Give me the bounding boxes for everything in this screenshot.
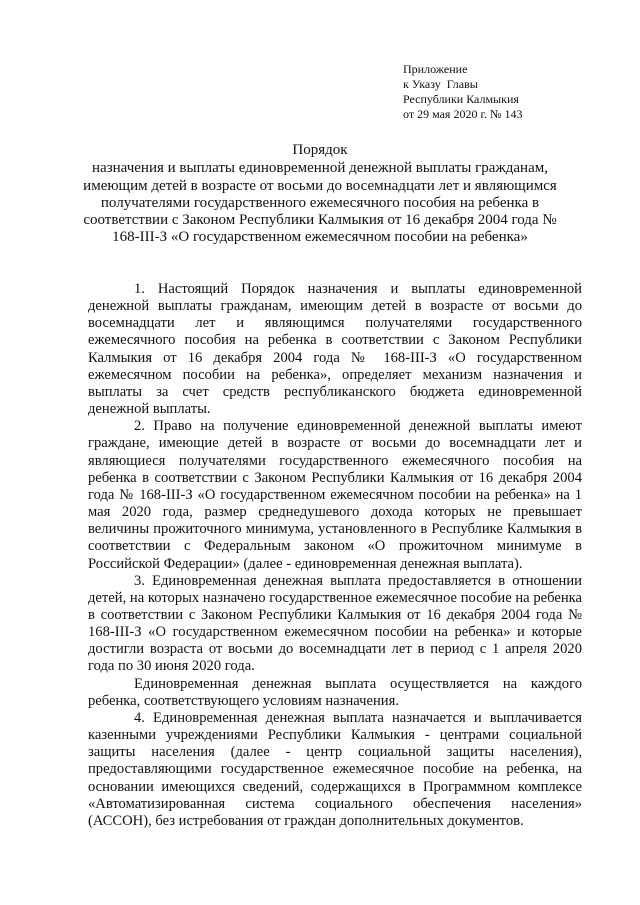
document-body: [88, 281, 582, 830]
annex-line-1: Приложение: [403, 62, 468, 76]
annex-line-2: к Указу Главы: [403, 77, 478, 91]
annex-block: [403, 62, 522, 122]
paragraph-3-continuation: Единовременная денежная выплата осуществляется на каждого ребенка, соответствующего условиям назначения.: [88, 675, 582, 709]
paragraph-3: 3. Единовременная денежная выплата предоставляется в отношении детей, на которых назначено государственное ежемесячное пособие на ребенка в соответствии с Законом Республики Калмыкия от 16 декабря 2004 года № 168-III-З «О государственном ежемесячном пособии на ребенка» и которые достигли возраста от восьми до восемнадцати лет в период с 1 апреля 2020 года по 30 июня 2020 года.: [88, 572, 582, 675]
annex-line-4: от 29 мая 2020 г. № 143: [403, 107, 523, 121]
title-main: Порядок: [292, 142, 348, 158]
title-subtitle: назначения и выплаты единовременной денежной выплаты гражданам, имеющим детей в возрасте от восьми до восемнадцати лет и являющимся получателями государственного ежемесячного пособия на ребенка в соответствии с Законом Республики Калмыкия от 16 декабря 2004 года № 168-III-З «О государственном ежемесячном пособии на ребенка»: [83, 160, 557, 246]
paragraph-1: 1. Настоящий Порядок назначения и выплаты единовременной денежной выплаты гражданам, имеющим детей в возрасте от восьми до восемнадцати лет и являющимся получателями государственного ежемесячного пособия на ребенка в соответствии с Законом Республики Калмыкия от 16 декабря 2004 года № 168-III-З «О государственном ежемесячном пособии на ребенка», определяет механизм назначения и выплаты за счет средств республиканского бюджета единовременной денежной выплаты.: [88, 281, 582, 418]
paragraph-4: 4. Единовременная денежная выплата назначается и выплачивается казенными учреждениями Республики Калмыкия - центрами социальной защиты населения (далее - центр социальной защиты населения), предоставляющими государственное ежемесячное пособие на ребенка, на основании имеющихся сведений, содержащихся в Программном комплексе «Автоматизированная система социального обеспечения населения» (АССОН), без истребования от граждан дополнительных документов.: [88, 709, 582, 829]
annex-line-3: Республики Калмыкия: [403, 92, 519, 106]
document-title: [80, 142, 560, 247]
paragraph-2: 2. Право на получение единовременной денежной выплаты имеют граждане, имеющие детей в возрасте от восьми до восемнадцати лет и являющиеся получателями государственного ежемесячного пособия на ребенка в соответствии с Законом Республики Калмыкия от 16 декабря 2004 года № 168-III-З «О государственном ежемесячном пособии на ребенка» на 1 мая 2020 года, размер среднедушевого дохода которых не превышает величины прожиточного минимума, установленного в Республике Калмыкия в соответствии с Федеральным законом «О прожиточном минимуме в Российской Федерации» (далее - единовременная денежная выплата).: [88, 418, 582, 572]
